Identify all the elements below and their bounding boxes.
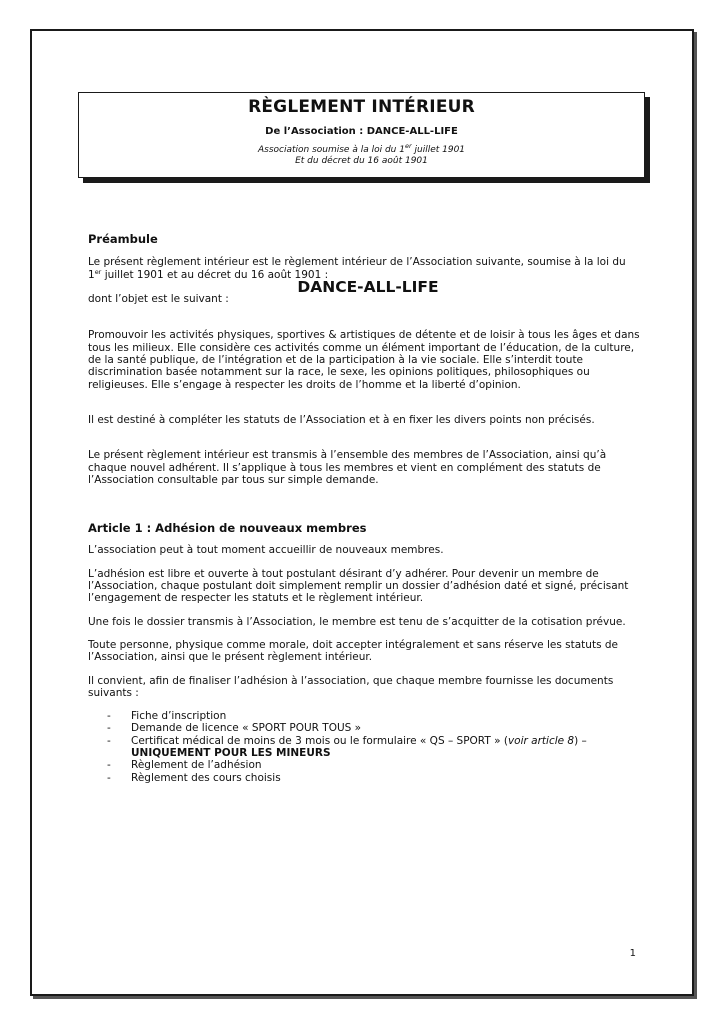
- preambule-intro: Le présent règlement intérieur est le règlement intérieur de l’Association suivante, soumise à la loi du 1er juillet 1901 et au décret du 16 août 1901 :: [88, 256, 626, 281]
- article1-p2: L’adhésion est libre et ouverte à tout postulant désirant d’y adhérer. Pour devenir un membre de l’Association, chaque postulant doit simplement remplir un dossier d’adhésion daté et signé, précisant l’engagement de respecter les statuts et le règlement intérieur.: [88, 567, 629, 605]
- list-item: - Règlement des cours choisis: [107, 772, 648, 784]
- document-title: RÈGLEMENT INTÉRIEUR: [248, 97, 475, 117]
- preambule-heading: Préambule: [88, 232, 158, 246]
- list-item: - Certificat médical de moins de 3 mois ou le formulaire « QS – SPORT » (voir article 8) – UNIQUEMENT POUR LES MINEURS: [107, 735, 648, 760]
- legal-note-line2: Et du décret du 16 août 1901: [295, 156, 428, 166]
- list-item: - Règlement de l’adhésion: [107, 759, 648, 771]
- article1-p4: Toute personne, physique comme morale, doit accepter intégralement et sans réserve les statuts de l’Association, ainsi que le présent règlement intérieur.: [88, 638, 619, 664]
- object-line: dont l’objet est le suivant :: [88, 293, 229, 306]
- article1-p3: Une fois le dossier transmis à l’Association, le membre est tenu de s’acquitter de la cotisation prévue.: [88, 615, 626, 628]
- page-number: 1: [629, 948, 636, 959]
- documents-list: [88, 710, 648, 784]
- article1-heading: Article 1 : Adhésion de nouveaux membres: [88, 521, 367, 536]
- legal-note: [79, 142, 644, 167]
- article1-p1: L’association peut à tout moment accueillir de nouveaux membres.: [88, 544, 444, 557]
- transmission-text: Le présent règlement intérieur est transmis à l’ensemble des membres de l’Association, ainsi qu’à chaque nouvel adhérent. Il s’applique à tous les membres et vient en complément des statuts de l’Association consultable par tous sur simple demande.: [88, 449, 607, 486]
- list-item: - Fiche d’inscription: [107, 710, 648, 722]
- list-item: - Demande de licence « SPORT POUR TOUS »: [107, 722, 648, 734]
- title-box: [78, 92, 645, 178]
- object-text: Promouvoir les activités physiques, sportives & artistiques de détente et de loisir à tous les âges et dans tous les milieux. Elle considère ces activités comme un élément important de l’éducation, de la culture, de la santé publique, de l’intégration et de la participation à la vie sociale. Elle s’interdit toute discrimination basée notamment sur la race, le sexe, les opinions politiques, philosophiques ou religieuses. Elle s’engage à respecter les droits de l’homme et la liberté d’opinion.: [88, 329, 640, 391]
- legal-note-line1: Association soumise à la loi du 1er juillet 1901: [257, 142, 466, 155]
- association-name: DANCE-ALL-LIFE: [297, 277, 439, 296]
- article1-p5: Il convient, afin de finaliser l’adhésion à l’association, que chaque membre fournisse les documents suivants :: [88, 674, 614, 699]
- document-body: [88, 233, 648, 784]
- purpose-text: Il est destiné à compléter les statuts de l’Association et à en fixer les divers points non précisés.: [88, 413, 595, 426]
- document-subtitle: De l’Association : DANCE-ALL-LIFE: [265, 126, 458, 137]
